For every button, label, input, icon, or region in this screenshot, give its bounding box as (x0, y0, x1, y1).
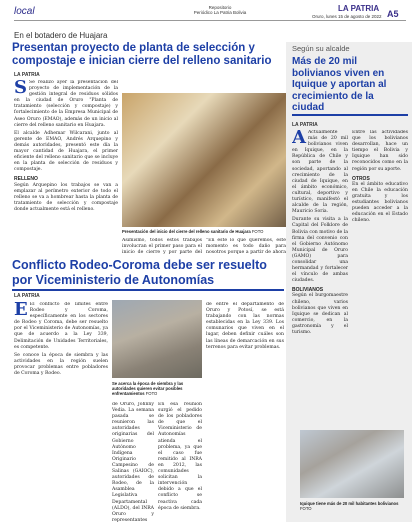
sidebar-caption: Iquique tiene más de 20 mil habitantes bolivianos FOTO (300, 501, 399, 511)
story1-caption: Presentación del inicio del cierre del relleno sanitario de Huajara FOTO (122, 229, 264, 234)
page-number: A5 (387, 9, 399, 19)
story2-divider (12, 289, 284, 291)
sidebar-column-1: A Actualmente más de 20 mil bolivianos viven en Iquique, en la República de Chile y son parte de la sociedad, aportando al crecimiento de la ciudad de Iquique, en el ámbito económico, cultural, deportivo y turístico, manifestó el alcalde de la región, Mauricio Soria. Durante su visita a la Capital del Folklore de Bolivia con motivo de la firma del convenio con el Gobierno Autónomo Municipal de Oruro (GAMO) para consolidar una hermandad y fortalecer el vínculo de ambas ciudades. BOLIVIANOS Según el burgomaestre chileno, varios bolivianos que viven en Iquique se dedican al comercio, en la gastronomía y el turismo. (292, 130, 348, 335)
dropcap: S (14, 80, 27, 98)
story2-column-3: En esa reunión surgió el pedido de los pobladores de que el Viceministerio de Autonomías atienda el problema, ya que el caso fue remitido al INRA en 2012, las comunidades solicitan la intervención debido a que el conflicto se reactiva cada época de siembra. (158, 402, 202, 511)
sidebar-headline: Más de 20 mil bolivianos viven en Iquique y aportan al crecimiento de la ciudad (292, 56, 387, 113)
story2-column-1: E El conflicto de límites entre Rodeo y Coroma, específicamente en los sectores de Rodeo y Coroma, debe ser resuelto por el Viceministerio de Autonomías, ya que de acuerdo a la Ley 339, Delimitación de Unidades Territoriales, es competente. Se conoce la época de siembra y las actividades en la región suelen provocar problemas entre pobladores de Coroma y Rodeo. (14, 302, 108, 377)
story2-headline: Conflicto Rodeo-Coroma debe ser resuelto por Viceministerio de Autonomías (12, 258, 267, 287)
story1-column-1: S Se realizó ayer la presentación del proyecto de implementación de la gestión integral de residuos sólidos en la ciudad de Oruro "Planta de tratamiento (selección y compostaje) y fortalecimiento de la Empresa Municipal de Aseo Oruro (EMAO), además de un inicio al cierre del relleno sanitario en Huajara. El alcalde Adhemar Wilcarani, junto al gerente de EMAO, Andrés Arquepino y demás autoridades, presentó este día la mayor cantidad de Huajara, el primer eficiente del relleno sanitario que se incluye en la planta de selección de residuos y compostaje. RELLENO Según Arquepino los trabajos se van a emplazar al perímetro exterior de todo el relleno se va a hombrear hasta la planta de tratamiento de selección y compostaje donde actualmente está el relleno. (14, 80, 118, 212)
story2-byline: LA PATRIA (14, 293, 40, 299)
brand-text: Repositorio Periódico La Patria Bolivia (193, 5, 247, 15)
story1-kicker: En el botadero de Huajara (14, 31, 108, 40)
sidebar-kicker: Según su alcalde (292, 44, 350, 53)
story2-photo (112, 300, 202, 378)
sidebar-photo (300, 430, 404, 498)
story1-byline: LA PATRIA (14, 72, 40, 78)
sidebar-column-2: Entre las actividades que los bolivianos desarrollan, hace un tiempo el Bolivia y Iquique han sido reconocidos como en la región por su aporte. OTROS En el ámbito educativo en Chile la educación gratuita y los estudiantes bolivianos pueden acceder a la educación en el Estado chileno. (352, 130, 408, 224)
story2-caption: Se acerca la época de siembra y las autoridades quieren evitar posibles enfrentamientos FOTO (112, 381, 184, 396)
newspaper-logo: LA PATRIA (338, 4, 380, 13)
story1-column-2: Asimismo, todos estos trabajos involucran el primer paso para el inicio de cierre y por parte del (122, 238, 202, 254)
sidebar-divider (292, 114, 408, 116)
story1-column-3: "En este lo que queremos, este momento es todo daño para nosotros porque a partir de ahora (206, 238, 286, 254)
sidebar-byline: LA PATRIA (292, 122, 318, 128)
story1-photo (122, 93, 290, 227)
story2-column-4: de entre el departamento de Oruro y Potosí, se está trabajando con las normas establecidas en la Ley 339. Los comunarios que viven en el lugar, deben definir cuáles son las líneas de demarcación en sus terrenos para evitar problemas. (206, 302, 284, 350)
story2-column-2: de Oruro, Johnny Vedia. La semana pasada se reunieron las autoridades originarias del Gobierno Autónomo Indígena Originario Campesino de Salinas (GAIOC), autoridades de Rodeo, de la Asamblea Legislativa Departamental (ALDO), del INRA Oruro y representantes (112, 402, 154, 522)
header-divider (14, 20, 406, 21)
issue-date: Oruro, lunes 15 de agosto de 2022 (312, 14, 382, 19)
section-label: local (14, 6, 35, 17)
story1-headline: Presentan proyecto de planta de selección y compostaje e inician cierre del relleno sanitario (12, 42, 272, 67)
